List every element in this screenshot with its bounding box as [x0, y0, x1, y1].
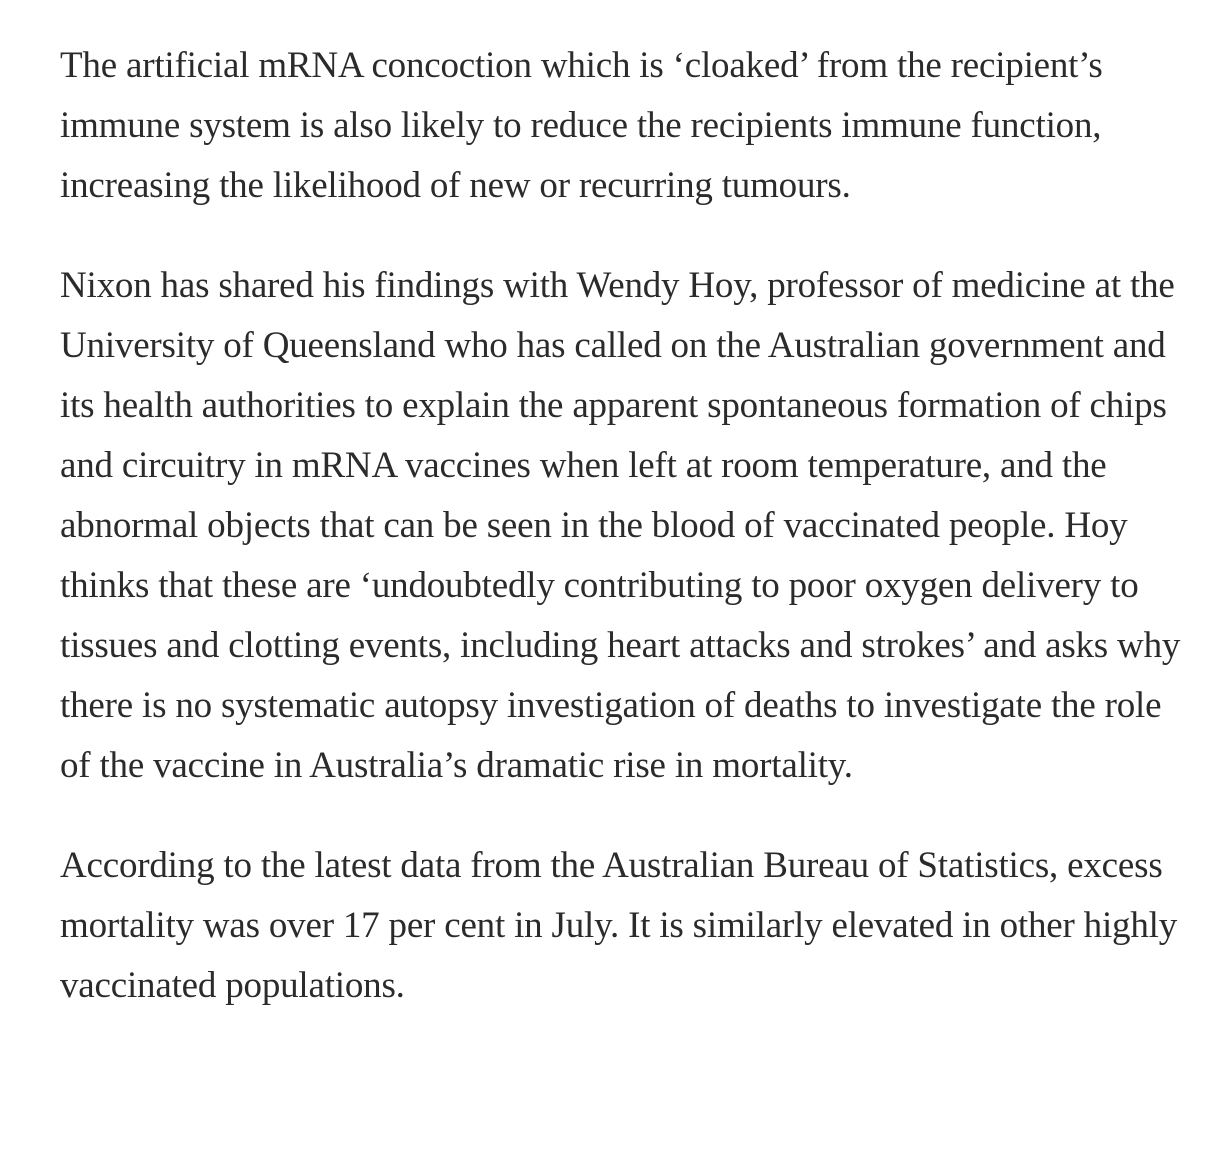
paragraph-immune-function: The artificial mRNA concoction which is ‘cloaked’ from the recipient’s immune system is also likely to reduce the recipients immune function, increasing the likelihood of new or recurring tumours.	[60, 45, 1103, 206]
paragraph-excess-mortality: According to the latest data from the Australian Bureau of Statistics, excess mortality was over 17 per cent in July. It is similarly elevated in other highly vaccinated populations.	[60, 845, 1178, 1006]
article-body	[60, 36, 1190, 1016]
paragraph-wendy-hoy: Nixon has shared his findings with Wendy Hoy, professor of medicine at the University of Queensland who has called on the Australian government and its health authorities to explain the apparent spontaneous formation of chips and circuitry in mRNA vaccines when left at room temperature, and the abnormal objects that can be seen in the blood of vaccinated people. Hoy thinks that these are ‘undoubtedly contributing to poor oxygen delivery to tissues and clotting events, including heart attacks and strokes’ and asks why there is no systematic autopsy investigation of deaths to investigate the role of the vaccine in Australia’s dramatic rise in mortality.	[60, 265, 1181, 786]
